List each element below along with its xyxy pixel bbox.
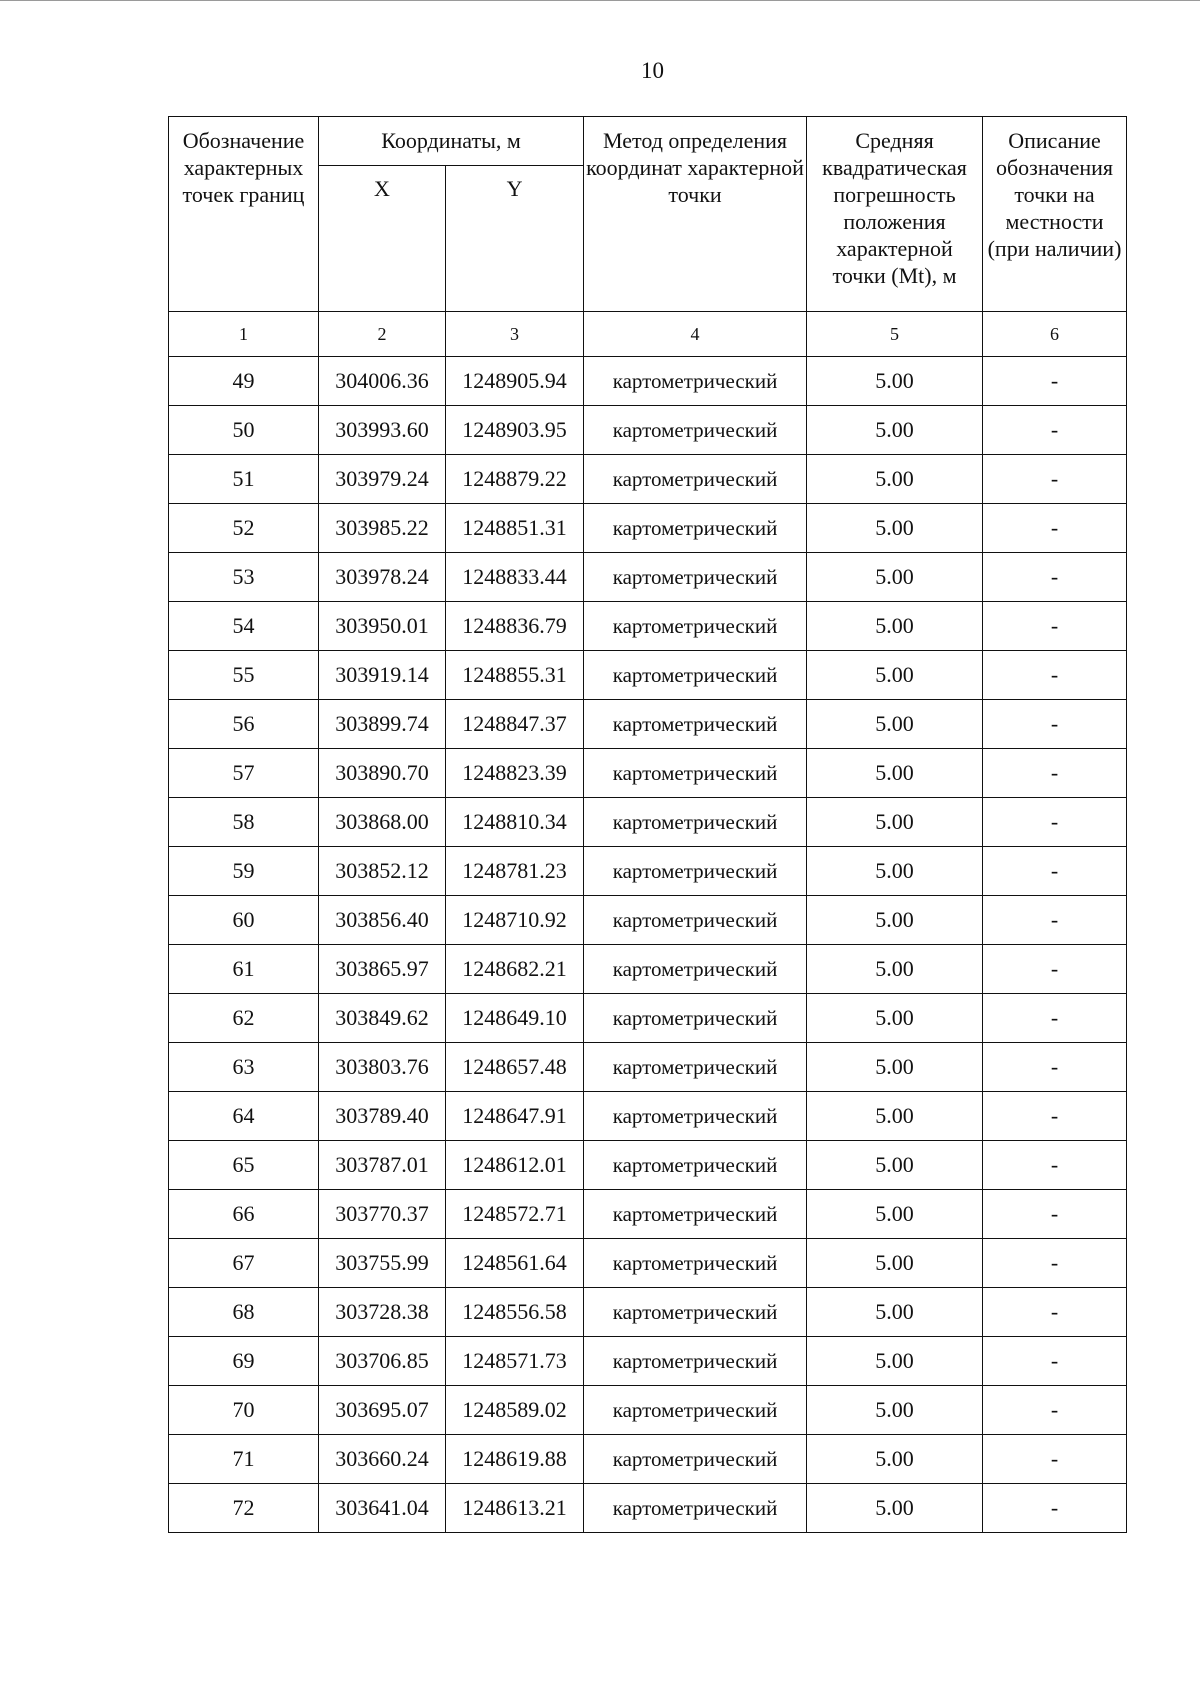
error-cell: 5.00 (807, 749, 983, 798)
x-cell: 303789.40 (319, 1092, 446, 1141)
description-cell: - (983, 1043, 1127, 1092)
table-row (169, 602, 1127, 651)
error-cell: 5.00 (807, 896, 983, 945)
description-cell: - (983, 1337, 1127, 1386)
point-cell: 65 (169, 1141, 319, 1190)
description-cell: - (983, 994, 1127, 1043)
y-cell: 1248710.92 (446, 896, 584, 945)
method-cell: картометрический (584, 1386, 807, 1435)
error-cell: 5.00 (807, 798, 983, 847)
point-cell: 71 (169, 1435, 319, 1484)
description-cell: - (983, 553, 1127, 602)
x-cell: 303993.60 (319, 406, 446, 455)
method-cell: картометрический (584, 504, 807, 553)
description-cell: - (983, 1484, 1127, 1533)
y-cell: 1248836.79 (446, 602, 584, 651)
x-cell: 303856.40 (319, 896, 446, 945)
page-top-edge (0, 0, 1200, 1)
y-cell: 1248612.01 (446, 1141, 584, 1190)
method-cell: картометрический (584, 1043, 807, 1092)
column-number: 2 (319, 312, 446, 357)
y-cell: 1248561.64 (446, 1239, 584, 1288)
header-method: Метод определения координат характерной точки (584, 117, 807, 312)
description-cell: - (983, 651, 1127, 700)
point-cell: 57 (169, 749, 319, 798)
x-cell: 303641.04 (319, 1484, 446, 1533)
point-cell: 66 (169, 1190, 319, 1239)
x-cell: 303865.97 (319, 945, 446, 994)
column-number: 5 (807, 312, 983, 357)
method-cell: картометрический (584, 1190, 807, 1239)
boundary-points-table (168, 116, 1127, 1533)
point-cell: 51 (169, 455, 319, 504)
y-cell: 1248833.44 (446, 553, 584, 602)
description-cell: - (983, 1288, 1127, 1337)
description-cell: - (983, 602, 1127, 651)
y-cell: 1248781.23 (446, 847, 584, 896)
method-cell: картометрический (584, 553, 807, 602)
description-cell: - (983, 1239, 1127, 1288)
error-cell: 5.00 (807, 1337, 983, 1386)
error-cell: 5.00 (807, 1288, 983, 1337)
description-cell: - (983, 847, 1127, 896)
header-y: Y (446, 166, 584, 312)
column-number: 4 (584, 312, 807, 357)
y-cell: 1248556.58 (446, 1288, 584, 1337)
point-cell: 59 (169, 847, 319, 896)
table-row (169, 553, 1127, 602)
header-x: X (319, 166, 446, 312)
table-row (169, 406, 1127, 455)
y-cell: 1248649.10 (446, 994, 584, 1043)
column-number-row (169, 312, 1127, 357)
method-cell: картометрический (584, 1288, 807, 1337)
description-cell: - (983, 945, 1127, 994)
error-cell: 5.00 (807, 553, 983, 602)
x-cell: 303852.12 (319, 847, 446, 896)
method-cell: картометрический (584, 1484, 807, 1533)
point-cell: 67 (169, 1239, 319, 1288)
x-cell: 303803.76 (319, 1043, 446, 1092)
error-cell: 5.00 (807, 1092, 983, 1141)
table-row (169, 945, 1127, 994)
point-cell: 60 (169, 896, 319, 945)
method-cell: картометрический (584, 357, 807, 406)
method-cell: картометрический (584, 651, 807, 700)
x-cell: 303660.24 (319, 1435, 446, 1484)
error-cell: 5.00 (807, 406, 983, 455)
y-cell: 1248847.37 (446, 700, 584, 749)
description-cell: - (983, 455, 1127, 504)
y-cell: 1248851.31 (446, 504, 584, 553)
page-number: 10 (641, 58, 664, 83)
method-cell: картометрический (584, 749, 807, 798)
table-row (169, 357, 1127, 406)
error-cell: 5.00 (807, 455, 983, 504)
table-row (169, 1239, 1127, 1288)
table-row (169, 455, 1127, 504)
error-cell: 5.00 (807, 1484, 983, 1533)
point-cell: 62 (169, 994, 319, 1043)
y-cell: 1248647.91 (446, 1092, 584, 1141)
header-coordinates: Координаты, м (319, 117, 584, 166)
point-cell: 50 (169, 406, 319, 455)
error-cell: 5.00 (807, 700, 983, 749)
error-cell: 5.00 (807, 1043, 983, 1092)
method-cell: картометрический (584, 1435, 807, 1484)
column-number: 6 (983, 312, 1127, 357)
table-row (169, 1337, 1127, 1386)
x-cell: 304006.36 (319, 357, 446, 406)
y-cell: 1248613.21 (446, 1484, 584, 1533)
table-row (169, 1043, 1127, 1092)
table-body (169, 357, 1127, 1533)
error-cell: 5.00 (807, 1239, 983, 1288)
point-cell: 55 (169, 651, 319, 700)
point-cell: 70 (169, 1386, 319, 1435)
method-cell: картометрический (584, 1337, 807, 1386)
description-cell: - (983, 1435, 1127, 1484)
description-cell: - (983, 357, 1127, 406)
error-cell: 5.00 (807, 651, 983, 700)
method-cell: картометрический (584, 798, 807, 847)
x-cell: 303868.00 (319, 798, 446, 847)
point-cell: 68 (169, 1288, 319, 1337)
method-cell: картометрический (584, 994, 807, 1043)
y-cell: 1248855.31 (446, 651, 584, 700)
table-row (169, 1141, 1127, 1190)
description-cell: - (983, 1141, 1127, 1190)
error-cell: 5.00 (807, 357, 983, 406)
x-cell: 303849.62 (319, 994, 446, 1043)
point-cell: 58 (169, 798, 319, 847)
table-row (169, 651, 1127, 700)
table-row (169, 798, 1127, 847)
table-row (169, 896, 1127, 945)
x-cell: 303695.07 (319, 1386, 446, 1435)
method-cell: картометрический (584, 1239, 807, 1288)
error-cell: 5.00 (807, 1190, 983, 1239)
table-row (169, 749, 1127, 798)
error-cell: 5.00 (807, 504, 983, 553)
table-row (169, 1484, 1127, 1533)
method-cell: картометрический (584, 847, 807, 896)
point-cell: 64 (169, 1092, 319, 1141)
description-cell: - (983, 1092, 1127, 1141)
description-cell: - (983, 406, 1127, 455)
description-cell: - (983, 1190, 1127, 1239)
description-cell: - (983, 1386, 1127, 1435)
header-error: Средняя квадратическая погрешность положения характерной точки (Mt), м (807, 117, 983, 312)
point-cell: 61 (169, 945, 319, 994)
y-cell: 1248589.02 (446, 1386, 584, 1435)
method-cell: картометрический (584, 1092, 807, 1141)
method-cell: картометрический (584, 455, 807, 504)
header-point: Обозначение характерных точек границ (169, 117, 319, 312)
x-cell: 303979.24 (319, 455, 446, 504)
y-cell: 1248903.95 (446, 406, 584, 455)
description-cell: - (983, 798, 1127, 847)
y-cell: 1248879.22 (446, 455, 584, 504)
x-cell: 303950.01 (319, 602, 446, 651)
x-cell: 303985.22 (319, 504, 446, 553)
point-cell: 69 (169, 1337, 319, 1386)
x-cell: 303728.38 (319, 1288, 446, 1337)
method-cell: картометрический (584, 1141, 807, 1190)
y-cell: 1248823.39 (446, 749, 584, 798)
method-cell: картометрический (584, 406, 807, 455)
y-cell: 1248571.73 (446, 1337, 584, 1386)
error-cell: 5.00 (807, 945, 983, 994)
table-row (169, 847, 1127, 896)
table-row (169, 1190, 1127, 1239)
method-cell: картометрический (584, 896, 807, 945)
x-cell: 303890.70 (319, 749, 446, 798)
description-cell: - (983, 896, 1127, 945)
table-row (169, 1386, 1127, 1435)
table-row (169, 700, 1127, 749)
error-cell: 5.00 (807, 1435, 983, 1484)
error-cell: 5.00 (807, 1141, 983, 1190)
point-cell: 53 (169, 553, 319, 602)
x-cell: 303919.14 (319, 651, 446, 700)
y-cell: 1248619.88 (446, 1435, 584, 1484)
table-row (169, 1092, 1127, 1141)
y-cell: 1248905.94 (446, 357, 584, 406)
y-cell: 1248572.71 (446, 1190, 584, 1239)
method-cell: картометрический (584, 602, 807, 651)
point-cell: 72 (169, 1484, 319, 1533)
x-cell: 303899.74 (319, 700, 446, 749)
point-cell: 49 (169, 357, 319, 406)
x-cell: 303706.85 (319, 1337, 446, 1386)
method-cell: картометрический (584, 945, 807, 994)
column-number: 3 (446, 312, 584, 357)
x-cell: 303787.01 (319, 1141, 446, 1190)
table-row (169, 1435, 1127, 1484)
x-cell: 303770.37 (319, 1190, 446, 1239)
point-cell: 63 (169, 1043, 319, 1092)
description-cell: - (983, 749, 1127, 798)
y-cell: 1248657.48 (446, 1043, 584, 1092)
error-cell: 5.00 (807, 994, 983, 1043)
point-cell: 56 (169, 700, 319, 749)
x-cell: 303978.24 (319, 553, 446, 602)
description-cell: - (983, 700, 1127, 749)
table-row (169, 504, 1127, 553)
y-cell: 1248810.34 (446, 798, 584, 847)
header-row (169, 117, 1127, 166)
y-cell: 1248682.21 (446, 945, 584, 994)
x-cell: 303755.99 (319, 1239, 446, 1288)
table-row (169, 994, 1127, 1043)
column-number: 1 (169, 312, 319, 357)
table-row (169, 1288, 1127, 1337)
error-cell: 5.00 (807, 1386, 983, 1435)
point-cell: 54 (169, 602, 319, 651)
error-cell: 5.00 (807, 602, 983, 651)
description-cell: - (983, 504, 1127, 553)
error-cell: 5.00 (807, 847, 983, 896)
method-cell: картометрический (584, 700, 807, 749)
header-description: Описание обозначения точки на местности (при наличии) (983, 117, 1127, 312)
point-cell: 52 (169, 504, 319, 553)
